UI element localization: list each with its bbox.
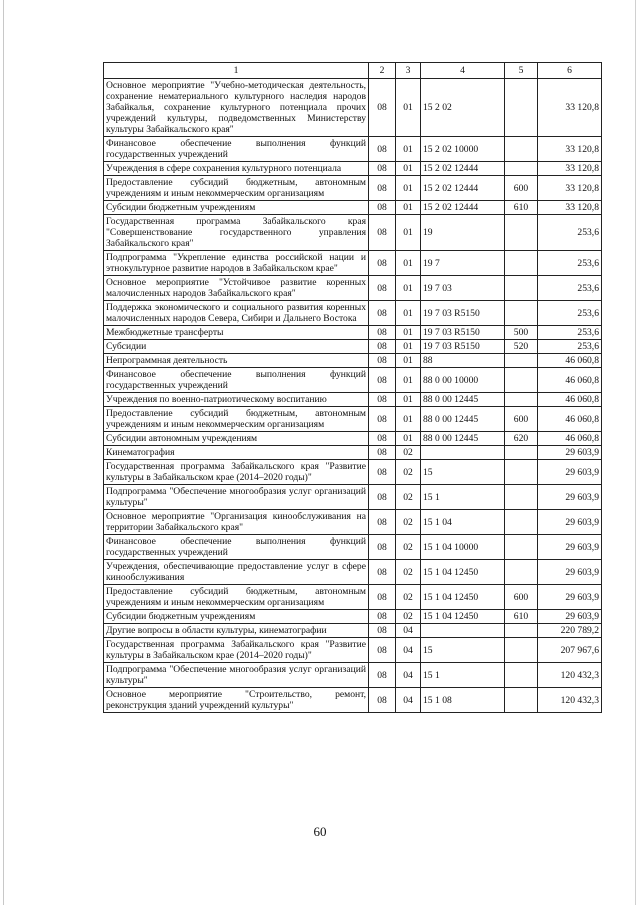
amount-cell: 46 060,8 <box>538 432 602 446</box>
target-article-cell: 15 <box>421 638 505 663</box>
expense-type-cell <box>505 393 538 407</box>
table-row <box>104 301 602 326</box>
subsection-code-cell: 02 <box>396 610 421 624</box>
expense-type-cell: 600 <box>505 585 538 610</box>
subsection-code-cell: 01 <box>396 432 421 446</box>
amount-cell: 29 603,9 <box>538 510 602 535</box>
section-code-cell: 08 <box>369 162 396 176</box>
row-name-cell: Подпрограмма "Обеспечение многообразия услуг организаций культуры" <box>104 485 369 510</box>
expense-type-cell <box>505 460 538 485</box>
row-name-cell: Учреждения по военно-патриотическому воспитанию <box>104 393 369 407</box>
amount-cell: 29 603,9 <box>538 460 602 485</box>
amount-cell: 29 603,9 <box>538 585 602 610</box>
expense-type-cell <box>505 510 538 535</box>
subsection-code-cell: 01 <box>396 79 421 137</box>
target-article-cell: 19 7 03 R5150 <box>421 301 505 326</box>
row-name-cell: Межбюджетные трансферты <box>104 326 369 340</box>
table-row <box>104 215 602 251</box>
section-code-cell: 08 <box>369 137 396 162</box>
amount-cell: 46 060,8 <box>538 393 602 407</box>
header-cell-target-article: 4 <box>421 63 505 79</box>
table-row <box>104 79 602 137</box>
section-code-cell: 08 <box>369 340 396 354</box>
target-article-cell <box>421 624 505 638</box>
amount-cell: 33 120,8 <box>538 176 602 201</box>
row-name-cell: Субсидии автономным учреждениям <box>104 432 369 446</box>
table-row <box>104 326 602 340</box>
section-code-cell: 08 <box>369 79 396 137</box>
amount-cell: 253,6 <box>538 340 602 354</box>
header-cell-expense-type: 5 <box>505 63 538 79</box>
target-article-cell: 15 2 02 <box>421 79 505 137</box>
subsection-code-cell: 01 <box>396 176 421 201</box>
target-article-cell: 15 2 02 12444 <box>421 201 505 215</box>
target-article-cell: 15 2 02 12444 <box>421 162 505 176</box>
subsection-code-cell: 01 <box>396 162 421 176</box>
row-name-cell: Учреждения в сфере сохранения культурного потенциала <box>104 162 369 176</box>
row-name-cell: Финансовое обеспечение выполнения функций государственных учреждений <box>104 535 369 560</box>
amount-cell: 33 120,8 <box>538 201 602 215</box>
row-name-cell: Государственная программа Забайкальского края "Развитие культуры в Забайкальском крае (2014–2020 годы)" <box>104 460 369 485</box>
table-row <box>104 638 602 663</box>
subsection-code-cell: 04 <box>396 663 421 688</box>
row-name-cell: Основное мероприятие "Устойчивое развитие коренных малочисленных народов Забайкальского края" <box>104 276 369 301</box>
expense-type-cell <box>505 215 538 251</box>
expense-type-cell: 610 <box>505 201 538 215</box>
subsection-code-cell: 01 <box>396 201 421 215</box>
row-name-cell: Учреждения, обеспечивающие предоставление услуг в сфере кинообслуживания <box>104 560 369 585</box>
table-row <box>104 201 602 215</box>
row-name-cell: Предоставление субсидий бюджетным, автономным учреждениям и иным некоммерческим организациям <box>104 176 369 201</box>
amount-cell: 220 789,2 <box>538 624 602 638</box>
table-row <box>104 485 602 510</box>
table-row <box>104 624 602 638</box>
expense-type-cell: 600 <box>505 176 538 201</box>
table-row <box>104 560 602 585</box>
expense-type-cell <box>505 663 538 688</box>
target-article-cell: 88 0 00 10000 <box>421 368 505 393</box>
target-article-cell: 15 1 08 <box>421 688 505 713</box>
target-article-cell: 15 1 <box>421 485 505 510</box>
section-code-cell: 08 <box>369 368 396 393</box>
target-article-cell: 15 1 04 12450 <box>421 560 505 585</box>
expense-type-cell <box>505 446 538 460</box>
expense-type-cell <box>505 368 538 393</box>
table-row <box>104 510 602 535</box>
table-row <box>104 368 602 393</box>
section-code-cell: 08 <box>369 432 396 446</box>
header-cell-amount: 6 <box>538 63 602 79</box>
table-row <box>104 251 602 276</box>
section-code-cell: 08 <box>369 407 396 432</box>
section-code-cell: 08 <box>369 585 396 610</box>
expense-type-cell: 520 <box>505 340 538 354</box>
subsection-code-cell: 01 <box>396 407 421 432</box>
subsection-code-cell: 02 <box>396 585 421 610</box>
header-row <box>104 63 602 79</box>
amount-cell: 29 603,9 <box>538 610 602 624</box>
expense-type-cell <box>505 301 538 326</box>
amount-cell: 33 120,8 <box>538 79 602 137</box>
amount-cell: 253,6 <box>538 215 602 251</box>
subsection-code-cell: 04 <box>396 638 421 663</box>
subsection-code-cell: 04 <box>396 688 421 713</box>
subsection-code-cell: 01 <box>396 215 421 251</box>
section-code-cell: 08 <box>369 326 396 340</box>
target-article-cell: 15 <box>421 460 505 485</box>
section-code-cell: 08 <box>369 215 396 251</box>
section-code-cell: 08 <box>369 624 396 638</box>
table-row <box>104 176 602 201</box>
table-body <box>104 79 602 713</box>
subsection-code-cell: 02 <box>396 535 421 560</box>
amount-cell: 253,6 <box>538 276 602 301</box>
target-article-cell: 88 0 00 12445 <box>421 393 505 407</box>
subsection-code-cell: 02 <box>396 446 421 460</box>
amount-cell: 120 432,3 <box>538 688 602 713</box>
expense-type-cell <box>505 162 538 176</box>
expense-type-cell <box>505 688 538 713</box>
amount-cell: 29 603,9 <box>538 535 602 560</box>
row-name-cell: Финансовое обеспечение выполнения функций государственных учреждений <box>104 368 369 393</box>
expense-type-cell <box>505 535 538 560</box>
subsection-code-cell: 02 <box>396 485 421 510</box>
amount-cell: 29 603,9 <box>538 446 602 460</box>
row-name-cell: Кинематография <box>104 446 369 460</box>
section-code-cell: 08 <box>369 276 396 301</box>
table-row <box>104 460 602 485</box>
subsection-code-cell: 01 <box>396 393 421 407</box>
section-code-cell: 08 <box>369 510 396 535</box>
target-article-cell: 15 1 04 <box>421 510 505 535</box>
subsection-code-cell: 04 <box>396 624 421 638</box>
table-row <box>104 535 602 560</box>
target-article-cell: 15 2 02 12444 <box>421 176 505 201</box>
amount-cell: 46 060,8 <box>538 368 602 393</box>
amount-cell: 207 967,6 <box>538 638 602 663</box>
table-row <box>104 688 602 713</box>
amount-cell: 120 432,3 <box>538 663 602 688</box>
expense-type-cell <box>505 137 538 162</box>
expense-type-cell: 600 <box>505 407 538 432</box>
expense-type-cell <box>505 638 538 663</box>
subsection-code-cell: 02 <box>396 460 421 485</box>
target-article-cell: 88 0 00 12445 <box>421 407 505 432</box>
header-cell-subsection: 3 <box>396 63 421 79</box>
row-name-cell: Подпрограмма "Укрепление единства российской нации и этнокультурное развитие народов в Забайкальском крае" <box>104 251 369 276</box>
row-name-cell: Государственная программа Забайкальского края "Развитие культуры в Забайкальском крае (2014–2020 годы)" <box>104 638 369 663</box>
expense-type-cell <box>505 79 538 137</box>
section-code-cell: 08 <box>369 560 396 585</box>
expense-type-cell <box>505 354 538 368</box>
section-code-cell: 08 <box>369 663 396 688</box>
section-code-cell: 08 <box>369 201 396 215</box>
expense-type-cell <box>505 624 538 638</box>
target-article-cell: 88 <box>421 354 505 368</box>
expense-type-cell <box>505 251 538 276</box>
section-code-cell: 08 <box>369 460 396 485</box>
expense-type-cell <box>505 485 538 510</box>
section-code-cell: 08 <box>369 688 396 713</box>
section-code-cell: 08 <box>369 446 396 460</box>
section-code-cell: 08 <box>369 176 396 201</box>
subsection-code-cell: 01 <box>396 251 421 276</box>
section-code-cell: 08 <box>369 535 396 560</box>
section-code-cell: 08 <box>369 393 396 407</box>
row-name-cell: Субсидии <box>104 340 369 354</box>
table-row <box>104 585 602 610</box>
amount-cell: 253,6 <box>538 301 602 326</box>
row-name-cell: Финансовое обеспечение выполнения функций государственных учреждений <box>104 137 369 162</box>
row-name-cell: Предоставление субсидий бюджетным, автономным учреждениям и иным некоммерческим организациям <box>104 585 369 610</box>
subsection-code-cell: 01 <box>396 368 421 393</box>
target-article-cell: 19 7 03 R5150 <box>421 340 505 354</box>
section-code-cell: 08 <box>369 251 396 276</box>
target-article-cell: 15 1 04 10000 <box>421 535 505 560</box>
section-code-cell: 08 <box>369 610 396 624</box>
table-row <box>104 354 602 368</box>
row-name-cell: Субсидии бюджетным учреждениям <box>104 201 369 215</box>
row-name-cell: Государственная программа Забайкальского края "Совершенствование государственного управления Забайкальского края" <box>104 215 369 251</box>
target-article-cell: 19 7 <box>421 251 505 276</box>
page-edge-left <box>3 0 4 905</box>
row-name-cell: Основное мероприятие "Строительство, ремонт, реконструкция зданий учреждений культуры" <box>104 688 369 713</box>
expense-type-cell: 620 <box>505 432 538 446</box>
subsection-code-cell: 02 <box>396 560 421 585</box>
target-article-cell: 15 1 <box>421 663 505 688</box>
target-article-cell: 19 7 03 R5150 <box>421 326 505 340</box>
table-row <box>104 663 602 688</box>
header-cell-name: 1 <box>104 63 369 79</box>
table-row <box>104 610 602 624</box>
target-article-cell: 88 0 00 12445 <box>421 432 505 446</box>
page-number: 60 <box>313 824 327 839</box>
subsection-code-cell: 02 <box>396 510 421 535</box>
subsection-code-cell: 01 <box>396 354 421 368</box>
table-row <box>104 340 602 354</box>
amount-cell: 253,6 <box>538 251 602 276</box>
target-article-cell: 15 2 02 10000 <box>421 137 505 162</box>
section-code-cell: 08 <box>369 638 396 663</box>
subsection-code-cell: 01 <box>396 276 421 301</box>
amount-cell: 253,6 <box>538 326 602 340</box>
amount-cell: 46 060,8 <box>538 354 602 368</box>
table-row <box>104 446 602 460</box>
header-cell-section: 2 <box>369 63 396 79</box>
row-name-cell: Поддержка экономического и социального развития коренных малочисленных народов Севера, Сибири и Дальнего Востока <box>104 301 369 326</box>
table-row <box>104 137 602 162</box>
row-name-cell: Основное мероприятие "Организация кинообслуживания на территории Забайкальского края" <box>104 510 369 535</box>
target-article-cell: 19 <box>421 215 505 251</box>
row-name-cell: Предоставление субсидий бюджетным, автономным учреждениям и иным некоммерческим организациям <box>104 407 369 432</box>
table-row <box>104 162 602 176</box>
amount-cell: 46 060,8 <box>538 407 602 432</box>
expense-type-cell: 500 <box>505 326 538 340</box>
subsection-code-cell: 01 <box>396 326 421 340</box>
target-article-cell: 19 7 03 <box>421 276 505 301</box>
section-code-cell: 08 <box>369 354 396 368</box>
amount-cell: 33 120,8 <box>538 137 602 162</box>
target-article-cell: 15 1 04 12450 <box>421 585 505 610</box>
page-edge-right <box>635 0 636 905</box>
amount-cell: 29 603,9 <box>538 485 602 510</box>
amount-cell: 33 120,8 <box>538 162 602 176</box>
table-row <box>104 432 602 446</box>
target-article-cell: 15 1 04 12450 <box>421 610 505 624</box>
subsection-code-cell: 01 <box>396 137 421 162</box>
budget-table <box>103 62 602 713</box>
row-name-cell: Другие вопросы в области культуры, кинематографии <box>104 624 369 638</box>
table-row <box>104 393 602 407</box>
row-name-cell: Основное мероприятие "Учебно-методическая деятельность, сохранение нематериального культурного наследия народов Забайкалья, сохранение культурного потенциала прочих учреждений культуры, подведомственных Министерству культуры Забайкальского края" <box>104 79 369 137</box>
subsection-code-cell: 01 <box>396 340 421 354</box>
target-article-cell <box>421 446 505 460</box>
row-name-cell: Субсидии бюджетным учреждениям <box>104 610 369 624</box>
expense-type-cell: 610 <box>505 610 538 624</box>
row-name-cell: Непрограммная деятельность <box>104 354 369 368</box>
expense-type-cell <box>505 560 538 585</box>
table-row <box>104 276 602 301</box>
subsection-code-cell: 01 <box>396 301 421 326</box>
table-row <box>104 407 602 432</box>
expense-type-cell <box>505 276 538 301</box>
section-code-cell: 08 <box>369 485 396 510</box>
section-code-cell: 08 <box>369 301 396 326</box>
row-name-cell: Подпрограмма "Обеспечение многообразия услуг организаций культуры" <box>104 663 369 688</box>
amount-cell: 29 603,9 <box>538 560 602 585</box>
